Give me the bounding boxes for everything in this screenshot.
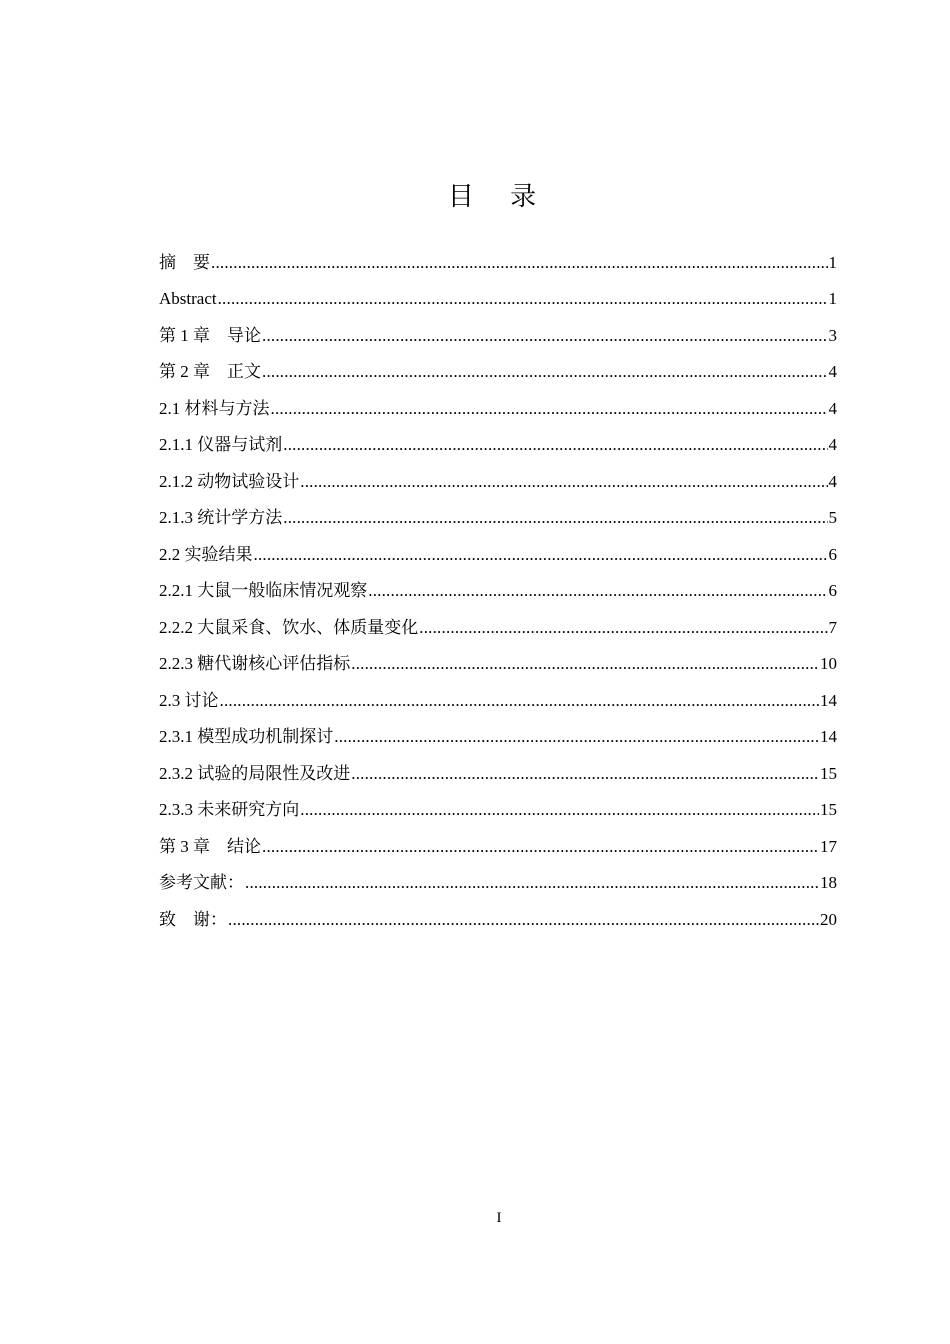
toc-leader-dots <box>351 760 819 788</box>
toc-leader-dots <box>262 322 828 350</box>
toc-entry[interactable] <box>159 496 837 533</box>
toc-entry-label: 2.3 讨论 <box>159 690 219 710</box>
toc-entry-page: 3 <box>828 325 837 345</box>
toc-entry[interactable] <box>159 569 837 606</box>
toc-entry[interactable] <box>159 277 837 314</box>
toc-entry-label: 2.3.3 未来研究方向 <box>159 800 300 819</box>
toc-leader-dots <box>245 869 819 897</box>
toc-leader-dots <box>419 614 827 642</box>
toc-entry-label: 2.3.1 模型成功机制探讨 <box>159 727 334 746</box>
toc-entry-label: 第 2 章 正文 <box>159 362 261 381</box>
toc-entry-page: 4 <box>828 398 837 418</box>
toc-entry-page: 6 <box>828 544 837 564</box>
toc-leader-dots <box>283 431 827 459</box>
toc-entry-page: 18 <box>820 873 837 892</box>
toc-entry-page: 15 <box>820 800 837 819</box>
toc-entry-page: 15 <box>820 763 837 783</box>
toc-entry-label: 2.1.2 动物试验设计 <box>159 471 300 491</box>
table-of-contents <box>159 240 837 934</box>
toc-entry-page: 14 <box>820 690 837 710</box>
toc-title: 目 录 <box>447 182 551 212</box>
toc-leader-dots <box>254 541 828 569</box>
toc-entry-label: 2.2.3 糖代谢核心评估指标 <box>159 654 351 673</box>
toc-entry[interactable] <box>159 824 837 861</box>
toc-entry-label: 2.3.2 试验的局限性及改进 <box>159 763 351 783</box>
toc-leader-dots <box>300 468 827 496</box>
toc-entry-page: 1 <box>828 289 837 308</box>
toc-entry[interactable] <box>159 678 837 715</box>
toc-entry-page: 17 <box>820 836 837 856</box>
toc-entry-page: 10 <box>820 654 837 673</box>
toc-leader-dots <box>368 577 827 605</box>
toc-leader-dots <box>262 833 819 861</box>
toc-entry-label: Abstract <box>159 289 217 308</box>
toc-leader-dots <box>334 723 819 751</box>
toc-entry-label: 参考文献： <box>159 873 244 892</box>
toc-entry-label: 2.2.1 大鼠一般临床情况观察 <box>159 581 368 600</box>
toc-entry-label: 2.2.2 大鼠采食、饮水、体质量变化 <box>159 617 419 637</box>
toc-entry[interactable] <box>159 532 837 569</box>
toc-entry[interactable] <box>159 313 837 350</box>
toc-entry[interactable] <box>159 751 837 788</box>
toc-entry[interactable] <box>159 897 837 934</box>
toc-leader-dots <box>218 285 828 313</box>
toc-entry-label: 第 3 章 结论 <box>159 836 261 856</box>
toc-entry-label: 摘 要 <box>159 252 210 272</box>
toc-leader-dots <box>211 249 828 277</box>
toc-entry-label: 致 谢： <box>159 909 227 929</box>
toc-leader-dots <box>351 650 819 678</box>
toc-entry[interactable] <box>159 350 837 387</box>
toc-leader-dots <box>220 687 820 715</box>
toc-entry-page: 6 <box>828 581 837 600</box>
toc-entry-label: 2.1.3 统计学方法 <box>159 508 283 527</box>
toc-leader-dots <box>271 395 828 423</box>
toc-entry-label: 2.2 实验结果 <box>159 544 253 564</box>
page-number: I <box>496 1210 502 1226</box>
toc-leader-dots <box>262 358 828 386</box>
toc-entry[interactable] <box>159 788 837 825</box>
toc-entry[interactable] <box>159 715 837 752</box>
toc-entry-page: 7 <box>828 617 837 637</box>
toc-entry-label: 第 1 章 导论 <box>159 325 261 345</box>
toc-leader-dots <box>228 906 819 934</box>
toc-entry[interactable] <box>159 459 837 496</box>
toc-entry[interactable] <box>159 605 837 642</box>
toc-entry[interactable] <box>159 642 837 679</box>
toc-leader-dots <box>283 504 827 532</box>
toc-entry-page: 14 <box>820 727 837 746</box>
toc-entry[interactable] <box>159 240 837 277</box>
toc-entry-label: 2.1 材料与方法 <box>159 398 270 418</box>
toc-entry[interactable] <box>159 423 837 460</box>
toc-entry-page: 4 <box>828 471 837 491</box>
toc-entry[interactable] <box>159 386 837 423</box>
toc-entry-page: 4 <box>828 362 837 381</box>
toc-leader-dots <box>300 796 819 824</box>
toc-entry-page: 20 <box>820 909 837 929</box>
toc-entry-page: 4 <box>828 435 837 454</box>
toc-entry-label: 2.1.1 仪器与试剂 <box>159 435 283 454</box>
toc-entry[interactable] <box>159 861 837 898</box>
toc-entry-page: 5 <box>828 508 837 527</box>
toc-entry-page: 1 <box>828 252 837 272</box>
